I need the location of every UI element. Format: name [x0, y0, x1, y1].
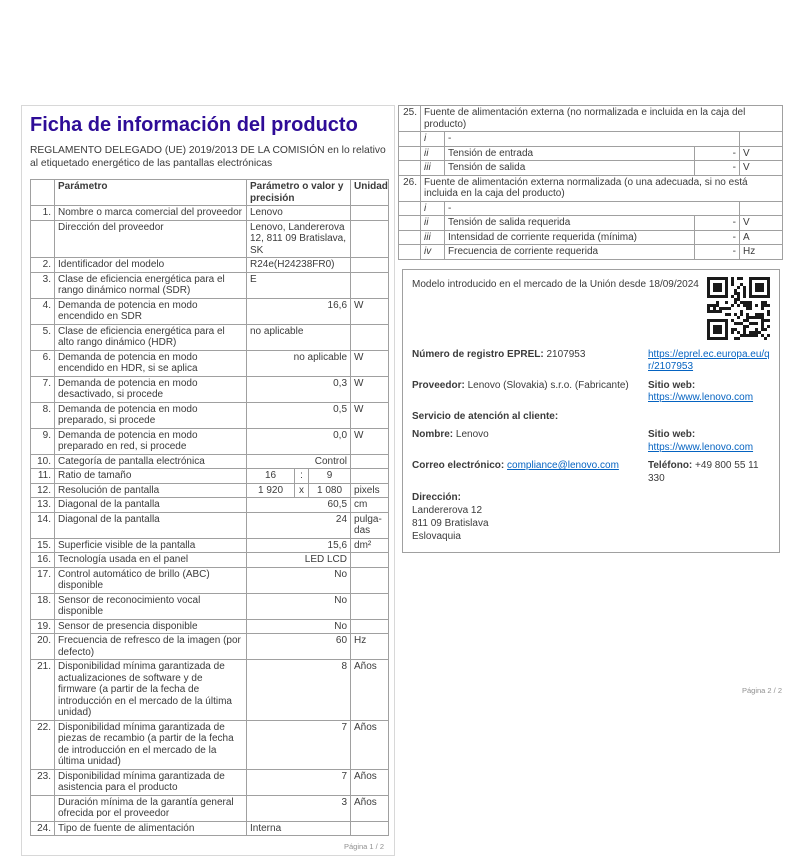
table-row — [31, 634, 389, 660]
unit-cell — [351, 324, 389, 350]
row-number: 6. — [31, 350, 55, 376]
param-label: Frecuencia de refresco de la imagen (por defecto) — [55, 634, 247, 660]
param-label: Control automático de brillo (ABC) disponible — [55, 567, 247, 593]
param-value: 16,6 — [247, 298, 351, 324]
psu-value: - — [695, 216, 740, 231]
param-value: no aplicable — [247, 350, 351, 376]
psu-label: Tensión de salida — [445, 161, 695, 176]
row-number — [399, 245, 421, 260]
param-label: Categoría de pantalla electrónica — [55, 454, 247, 469]
row-number — [399, 201, 421, 216]
email-link[interactable]: compliance@lenovo.com — [507, 460, 619, 471]
value-separator: : — [295, 469, 309, 484]
row-number: 17. — [31, 567, 55, 593]
row-number: 8. — [31, 402, 55, 428]
website2-cell — [648, 429, 770, 454]
qr-code-icon — [707, 277, 770, 340]
row-number: 4. — [31, 298, 55, 324]
param-value: Lenovo, Landererova 12, 811 09 Bratislava, SK — [247, 220, 351, 258]
table-row — [31, 258, 389, 273]
psu-row — [399, 132, 783, 147]
param-label: Demanda de potencia en modo encendido en HDR, si se aplica — [55, 350, 247, 376]
param-label: Sensor de presencia disponible — [55, 619, 247, 634]
section-number: 25. — [399, 106, 421, 132]
eprel-label: Número de registro EPREL: — [412, 348, 544, 360]
psu-label: Tensión de entrada — [445, 146, 695, 161]
param-label: Disponibilidad mínima garantizada de piezas de recambio (a partir de la fecha de introducción en el mercado de la última unidad) — [55, 720, 247, 769]
psu-row — [399, 201, 783, 216]
roman-index: iii — [421, 161, 445, 176]
phone-label: Teléfono: — [648, 460, 693, 471]
row-number — [31, 795, 55, 821]
row-number: 9. — [31, 428, 55, 454]
section-number: 26. — [399, 175, 421, 201]
psu-row — [399, 146, 783, 161]
param-label: Demanda de potencia en modo desactivado, si procede — [55, 376, 247, 402]
unit-cell: cm — [351, 498, 389, 513]
unit-cell: V — [740, 216, 783, 231]
param-value: 7 — [247, 720, 351, 769]
header-value: Parámetro o valor y precisión — [247, 180, 351, 206]
param-label: Diagonal de la pantalla — [55, 512, 247, 538]
param-value: 15,6 — [247, 538, 351, 553]
phone-cell — [648, 460, 770, 485]
psu-section-header — [399, 175, 783, 201]
table-row — [31, 795, 389, 821]
param-label: Dirección del proveedor — [55, 220, 247, 258]
param-value: no aplicable — [247, 324, 351, 350]
param-value: 24 — [247, 512, 351, 538]
psu-value: - — [695, 146, 740, 161]
table-row — [31, 206, 389, 221]
table-row — [31, 512, 389, 538]
param-label: Diagonal de la pantalla — [55, 498, 247, 513]
section-title: Fuente de alimentación externa (no normalizada e incluida en la caja del producto) — [421, 106, 783, 132]
unit-cell — [351, 258, 389, 273]
unit-cell — [351, 619, 389, 634]
param-value: LED LCD — [247, 553, 351, 568]
unit-cell: Años — [351, 660, 389, 721]
psu-label: Frecuencia de corriente requerida — [445, 245, 695, 260]
param-value: 1 920 — [247, 483, 295, 498]
unit-cell — [351, 553, 389, 568]
supplier-row — [412, 380, 770, 405]
param-label: Tipo de fuente de alimentación — [55, 821, 247, 836]
eprel-link-cell — [648, 349, 770, 374]
table-row — [31, 483, 389, 498]
address-line: Eslovaquia — [412, 531, 461, 542]
market-row — [412, 277, 770, 343]
row-number — [399, 230, 421, 245]
unit-cell: W — [351, 350, 389, 376]
regulation-subtitle: REGLAMENTO DELEGADO (UE) 2019/2013 DE LA COMISIÓN en lo relativo al etiquetado energético de las pantallas electrónicas — [30, 145, 386, 169]
header-unit: Unidad — [351, 180, 389, 206]
table-header-row — [31, 180, 389, 206]
psu-row — [399, 245, 783, 260]
unit-cell — [351, 220, 389, 258]
name-label: Nombre: — [412, 429, 454, 440]
unit-cell: pulgadas — [351, 512, 389, 538]
row-number: 22. — [31, 720, 55, 769]
email-phone-row — [412, 460, 770, 485]
roman-index: ii — [421, 146, 445, 161]
param-value: Lenovo — [247, 206, 351, 221]
param-value: Control — [247, 454, 351, 469]
psu-row — [399, 230, 783, 245]
unit-cell: W — [351, 428, 389, 454]
unit-cell: Años — [351, 769, 389, 795]
website-link[interactable]: https://www.lenovo.com — [648, 392, 754, 403]
table-row — [31, 324, 389, 350]
param-label: Superficie visible de la pantalla — [55, 538, 247, 553]
row-number: 12. — [31, 483, 55, 498]
param-label: Nombre o marca comercial del proveedor — [55, 206, 247, 221]
row-number: 11. — [31, 469, 55, 484]
table-row — [31, 350, 389, 376]
param-label: Duración mínima de la garantía general ofrecida por el proveedor — [55, 795, 247, 821]
email-cell — [412, 460, 648, 473]
table-row — [31, 769, 389, 795]
row-number: 1. — [31, 206, 55, 221]
row-number: 13. — [31, 498, 55, 513]
table-row — [31, 402, 389, 428]
address-block — [412, 491, 770, 543]
service-heading-row — [412, 411, 770, 424]
row-number: 3. — [31, 272, 55, 298]
table-row — [31, 272, 389, 298]
row-number: 21. — [31, 660, 55, 721]
website2-label: Sitio web: — [648, 429, 696, 440]
page2-footer: Página 2 / 2 — [741, 686, 782, 695]
email-label: Correo electrónico: — [412, 460, 505, 471]
unit-cell — [351, 469, 389, 484]
contact-name-cell — [412, 429, 648, 442]
row-number: 10. — [31, 454, 55, 469]
market-info-box — [402, 269, 780, 554]
contact-name-row — [412, 429, 770, 454]
unit-cell: Años — [351, 795, 389, 821]
eprel-number: 2107953 — [546, 348, 586, 360]
value-separator: x — [295, 483, 309, 498]
unit-cell — [351, 593, 389, 619]
row-number — [31, 220, 55, 258]
row-number: 19. — [31, 619, 55, 634]
param-label: Resolución de pantalla — [55, 483, 247, 498]
param-value: 0,0 — [247, 428, 351, 454]
psu-label: Intensidad de corriente requerida (mínima) — [445, 230, 695, 245]
row-number: 15. — [31, 538, 55, 553]
row-number — [399, 132, 421, 147]
table-row — [31, 469, 389, 484]
market-introduction-text: Modelo introducido en el mercado de la Unión desde 18/09/2024 — [412, 278, 699, 290]
param-label: Sensor de reconocimiento vocal disponible — [55, 593, 247, 619]
unit-cell — [740, 132, 783, 147]
param-label: Disponibilidad mínima garantizada de asistencia para el producto — [55, 769, 247, 795]
unit-cell: W — [351, 298, 389, 324]
table-row — [31, 660, 389, 721]
website-label: Sitio web: — [648, 379, 696, 391]
table-row — [31, 553, 389, 568]
page-title: Ficha de información del producto — [30, 114, 358, 136]
roman-index: i — [421, 201, 445, 216]
page-1 — [21, 105, 395, 856]
table-row — [31, 720, 389, 769]
param-value: 0,3 — [247, 376, 351, 402]
param-value: 1 080 — [309, 483, 351, 498]
table-row — [31, 619, 389, 634]
psu-label: - — [445, 201, 740, 216]
table-row — [31, 538, 389, 553]
row-number: 18. — [31, 593, 55, 619]
unit-cell: pixels — [351, 483, 389, 498]
table-row — [31, 567, 389, 593]
unit-cell — [351, 454, 389, 469]
website2-link[interactable]: https://www.lenovo.com — [648, 441, 754, 453]
roman-index: ii — [421, 216, 445, 231]
supplier-label: Proveedor: — [412, 379, 465, 391]
address-line: 811 09 Bratislava — [412, 518, 489, 529]
unit-cell — [740, 201, 783, 216]
row-number: 14. — [31, 512, 55, 538]
eprel-link[interactable]: https://eprel.ec.europa.eu/qr/2107953 — [648, 348, 770, 372]
param-value: 60,5 — [247, 498, 351, 513]
unit-cell — [351, 821, 389, 836]
table-row — [31, 498, 389, 513]
parameters-table — [30, 179, 389, 836]
param-value: E — [247, 272, 351, 298]
psu-value: - — [695, 161, 740, 176]
service-heading: Servicio de atención al cliente: — [412, 410, 559, 422]
param-value: 0,5 — [247, 402, 351, 428]
param-value: No — [247, 619, 351, 634]
param-value: 7 — [247, 769, 351, 795]
header-num-cell — [31, 180, 55, 206]
table-row — [31, 454, 389, 469]
param-value: Interna — [247, 821, 351, 836]
eprel-registration — [412, 349, 648, 362]
psu-row — [399, 216, 783, 231]
eprel-row — [412, 349, 770, 374]
param-label: Demanda de potencia en modo preparado, si procede — [55, 402, 247, 428]
address-label: Dirección: — [412, 492, 461, 503]
table-row — [31, 376, 389, 402]
row-number — [399, 146, 421, 161]
unit-cell: V — [740, 161, 783, 176]
table-row — [31, 298, 389, 324]
param-value: 9 — [309, 469, 351, 484]
param-label: Clase de eficiencia energética para el rango dinámico normal (SDR) — [55, 272, 247, 298]
param-value: 8 — [247, 660, 351, 721]
unit-cell — [351, 272, 389, 298]
unit-cell: V — [740, 146, 783, 161]
table-row — [31, 821, 389, 836]
param-value: 16 — [247, 469, 295, 484]
roman-index: i — [421, 132, 445, 147]
table-row — [31, 593, 389, 619]
header-param: Parámetro — [55, 180, 247, 206]
psu-row — [399, 161, 783, 176]
supplier-cell — [412, 380, 648, 393]
roman-index: iv — [421, 245, 445, 260]
page1-footer: Página 1 / 2 — [343, 842, 384, 851]
param-label: Demanda de potencia en modo encendido en SDR — [55, 298, 247, 324]
psu-table — [398, 105, 783, 260]
contact-name: Lenovo — [455, 429, 489, 440]
param-value: No — [247, 593, 351, 619]
address-line: Landererova 12 — [412, 505, 483, 516]
param-value: R24e(H24238FR0) — [247, 258, 351, 273]
page-2 — [398, 105, 782, 553]
row-number: 2. — [31, 258, 55, 273]
psu-section-header — [399, 106, 783, 132]
row-number: 24. — [31, 821, 55, 836]
row-number: 23. — [31, 769, 55, 795]
unit-cell: Hz — [740, 245, 783, 260]
param-label: Ratio de tamaño — [55, 469, 247, 484]
param-label: Tecnología usada en el panel — [55, 553, 247, 568]
param-label: Identificador del modelo — [55, 258, 247, 273]
unit-cell: A — [740, 230, 783, 245]
unit-cell — [351, 206, 389, 221]
row-number: 16. — [31, 553, 55, 568]
unit-cell: W — [351, 402, 389, 428]
table-row — [31, 428, 389, 454]
unit-cell — [351, 567, 389, 593]
param-label: Clase de eficiencia energética para el alto rango dinámico (HDR) — [55, 324, 247, 350]
row-number: 5. — [31, 324, 55, 350]
phone-number: +49 800 55 11 330 — [648, 460, 759, 484]
table-row — [31, 220, 389, 258]
param-label: Demanda de potencia en modo preparado en red, si procede — [55, 428, 247, 454]
row-number: 7. — [31, 376, 55, 402]
supplier-name: Lenovo (Slovakia) s.r.o. (Fabricante) — [467, 379, 629, 391]
psu-value: - — [695, 245, 740, 260]
row-number — [399, 161, 421, 176]
row-number: 20. — [31, 634, 55, 660]
param-value: 3 — [247, 795, 351, 821]
unit-cell: Años — [351, 720, 389, 769]
row-number — [399, 216, 421, 231]
param-label: Disponibilidad mínima garantizada de actualizaciones de software y de firmware (a partir de la fecha de introducción en el mercado de la última unidad) — [55, 660, 247, 721]
unit-cell: W — [351, 376, 389, 402]
website-cell — [648, 380, 770, 405]
param-value: 60 — [247, 634, 351, 660]
psu-label: - — [445, 132, 740, 147]
param-value: No — [247, 567, 351, 593]
psu-label: Tensión de salida requerida — [445, 216, 695, 231]
psu-value: - — [695, 230, 740, 245]
unit-cell: dm² — [351, 538, 389, 553]
roman-index: iii — [421, 230, 445, 245]
unit-cell: Hz — [351, 634, 389, 660]
section-title: Fuente de alimentación externa normalizada (o una adecuada, si no está incluida en la caja del producto) — [421, 175, 783, 201]
